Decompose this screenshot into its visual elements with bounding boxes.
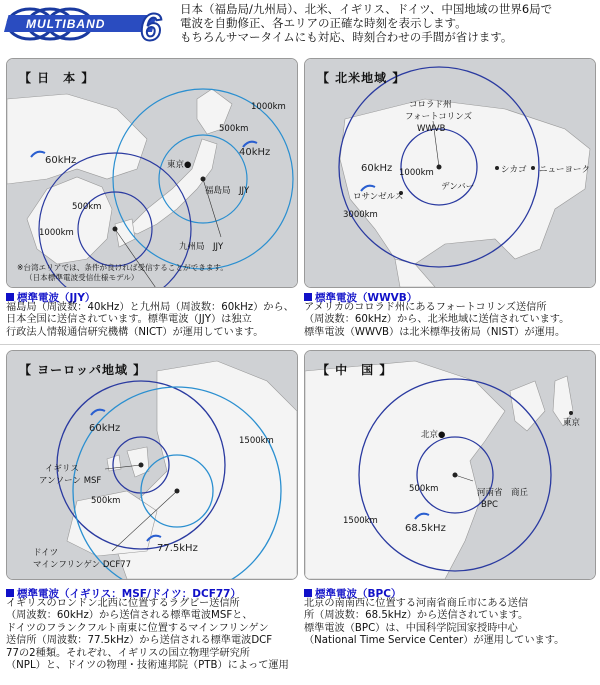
europe-panel-title: 【 ヨーロッパ地域 】	[19, 363, 147, 377]
japan-note	[17, 263, 228, 283]
china-description	[304, 598, 564, 648]
colorado-label: コロラド州	[409, 100, 452, 110]
china-map	[305, 351, 595, 579]
eu-60khz-label: 60kHz	[89, 423, 121, 434]
japan-heading: 標準電波（JJY）	[6, 290, 95, 305]
desc-line: アメリカのコロラド州にあるフォートコリンズ送信所	[304, 302, 547, 313]
japan-tokyo-label: 東京●	[167, 160, 192, 170]
mainflingen-dcf77-label: マインフリンゲン DCF77	[33, 560, 132, 570]
multiband6-logo	[4, 2, 172, 44]
note-line: ※台湾エリアでは、条件が良ければ受信することができます。	[17, 263, 229, 272]
section-divider	[0, 344, 600, 345]
note-line: （日本標準電波受信仕様モデル）	[25, 273, 139, 282]
desc-line: 福島局（周波数：40kHz）と九州局（周波数：60kHz）から、	[6, 302, 294, 313]
desc-line: 送信所（周波数：77.5kHz）から送信される標準電波DCF	[6, 635, 273, 647]
japan-40khz-label: 40kHz	[239, 147, 271, 158]
heading-marker-icon	[6, 589, 14, 597]
china-panel-title: 【 中 国 】	[317, 363, 393, 377]
north-america-description	[304, 302, 569, 339]
svg-text:6: 6	[140, 7, 162, 44]
cn-tokyo-label: 東京	[563, 418, 581, 428]
desc-line: 標準電波（BPC）は、中国科学院国家授時中心	[304, 622, 518, 634]
north-america-heading: 標準電波（WWVB）	[304, 290, 417, 305]
chicago-label: シカゴ	[501, 165, 527, 175]
desc-line: （周波数：60kHz）から、北米地域に送信されています。	[304, 314, 570, 326]
svg-text:MULTIBAND: MULTIBAND	[26, 17, 106, 31]
denver-label: デンバー	[441, 182, 475, 192]
desc-line: （周波数：60kHz）から送信される標準電波MSFと、	[6, 610, 253, 622]
new-york-label: ニューヨーク	[539, 165, 591, 175]
desc-line: （NPL）と、ドイツの物理・技術連邦院（PTB）によって運用	[6, 660, 289, 672]
beijing-label: 北京●	[421, 430, 446, 440]
bpc-label: BPC	[481, 500, 498, 510]
henan-shangqiu-label: 河南省 商丘	[477, 488, 529, 498]
europe-map-panel	[6, 350, 298, 580]
intro-line: 電波を自動修正、各エリアの正確な時刻を表示します。	[180, 16, 467, 30]
fort-collins-label: フォートコリンズ	[405, 112, 472, 122]
cn-68-5khz-label: 68.5kHz	[405, 523, 446, 534]
heading-marker-icon	[304, 293, 312, 301]
na-1000km-label: 1000km	[399, 168, 434, 178]
germany-label: ドイツ	[33, 548, 59, 558]
kyushu-station-label: 九州局 JJY	[179, 242, 224, 252]
intro-line: もちろんサマータイムにも対応、時刻合わせの手間が省けます。	[180, 30, 513, 44]
desc-line: ドイツのフランクフルト南東に位置するマインフリンゲン	[6, 622, 269, 634]
china-map-panel	[304, 350, 596, 580]
desc-line: 77の2種類。それぞれ、イギリスの国立物理学研究所	[6, 647, 250, 659]
desc-line: 日本全国に送信されています。標準電波（JJY）は独立	[6, 314, 252, 326]
intro-line: 日本（福島局/九州局）、北米、イギリス、ドイツ、中国地域の世界6局で	[180, 2, 553, 16]
los-angeles-label: ロサンゼルス	[353, 192, 404, 202]
europe-map	[7, 351, 297, 579]
cn-500km-label: 500km	[409, 484, 439, 494]
desc-line: 標準電波（WWVB）は北米標準技術局（NIST）が運用。	[304, 326, 566, 338]
japan-1000km-upper-label: 1000km	[251, 102, 286, 112]
north-america-panel-title: 【 北米地域 】	[317, 71, 406, 85]
uk-label: イギリス	[45, 464, 79, 474]
header	[0, 0, 600, 50]
japan-500km-upper-label: 500km	[219, 124, 249, 134]
japan-60khz-label: 60kHz	[45, 155, 77, 166]
na-60khz-label: 60kHz	[361, 163, 393, 174]
wwvb-label: WWVB	[417, 124, 446, 134]
desc-line: 所（周波数：68.5kHz）から送信されています。	[304, 610, 529, 622]
north-america-map-panel	[304, 58, 596, 288]
europe-heading: 標準電波（イギリス：MSF/ドイツ：DCF77）	[6, 586, 241, 601]
japan-panel-title: 【 日 本 】	[19, 71, 95, 85]
eu-77-5khz-label: 77.5kHz	[157, 543, 198, 554]
fukushima-station-label: 福島局 JJY	[205, 186, 250, 196]
japan-500km-lower-label: 500km	[72, 202, 102, 212]
heading-marker-icon	[6, 293, 14, 301]
desc-line: （National Time Service Center）が運用しています。	[304, 635, 565, 647]
north-america-map	[305, 59, 595, 287]
japan-map-panel	[6, 58, 298, 288]
desc-line: イギリスのロンドン北西に位置するラグビー送信所	[6, 598, 240, 609]
europe-description	[6, 598, 289, 672]
na-3000km-label: 3000km	[343, 210, 378, 220]
eu-1500km-label: 1500km	[239, 436, 274, 446]
cn-1500km-label: 1500km	[343, 516, 378, 526]
desc-line: 行政法人情報通信研究機構（NICT）が運用しています。	[6, 326, 264, 338]
eu-500km-label: 500km	[91, 496, 121, 506]
anthorn-msf-label: アンソーン MSF	[39, 476, 102, 486]
china-heading: 標準電波（BPC）	[304, 586, 401, 601]
desc-line: 北京の南南西に位置する河南省商丘市にある送信	[304, 598, 529, 609]
japan-map	[7, 59, 297, 287]
japan-description	[6, 302, 294, 339]
japan-1000km-lower-label: 1000km	[39, 228, 74, 238]
intro-text	[180, 2, 596, 44]
heading-marker-icon	[304, 589, 312, 597]
